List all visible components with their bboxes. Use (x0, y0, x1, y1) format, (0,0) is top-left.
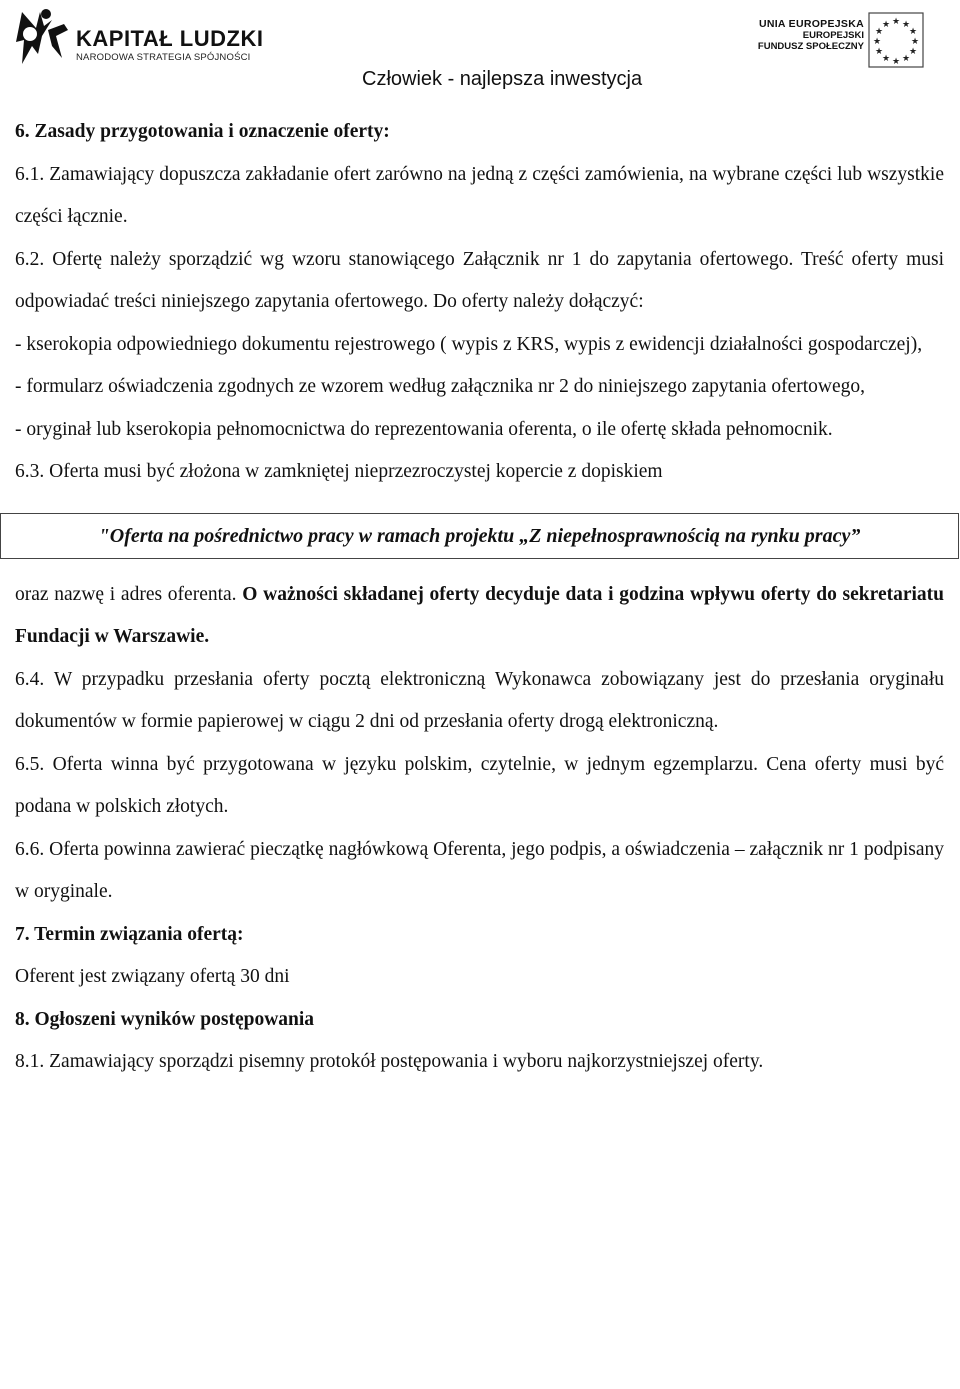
page-header (0, 0, 960, 100)
svg-text:★: ★ (908, 47, 918, 57)
eu-line-3: FUNDUSZ SPOŁECZNY (757, 41, 864, 52)
svg-text:★: ★ (874, 47, 884, 57)
section-6-heading: 6. Zasady przygotowania i oznaczenie oferty: (15, 121, 390, 142)
svg-text:★: ★ (891, 17, 901, 27)
paragraph-6-4: 6.4. W przypadku przesłania oferty pocztą elektroniczną Wykonawca zobowiązany jest do przesłania oryginału dokumentów w formie papierowej w ciągu 2 dni od przesłania oferty drogą elektroniczną. (15, 668, 944, 732)
list-item-formularz: - formularz oświadczenia zgodnych ze wzorem według załącznika nr 2 do niniejszego zapytania ofertowego, (15, 376, 866, 397)
tagline: Człowiek - najlepsza inwestycja (362, 68, 643, 90)
paragraph-8-1: 8.1. Zamawiający sporządzi pisemny protokół postępowania i wyboru najkorzystniejszej oferty. (15, 1051, 764, 1072)
paragraph-6-2: 6.2. Ofertę należy sporządzić wg wzoru stanowiącego Załącznik nr 1 do zapytania ofertowego. Treść oferty musi odpowiadać treści niniejszego zapytania ofertowego. Do oferty należy dołączyć: (15, 248, 944, 312)
document-body (15, 111, 944, 1084)
svg-text:★: ★ (881, 20, 891, 30)
svg-text:★: ★ (881, 54, 891, 64)
list-item-pelnomocnictwo: - oryginał lub kserokopia pełnomocnictwa do reprezentowania oferenta, o ile ofertę składa pełnomocnik. (15, 418, 833, 440)
eu-flag-icon (868, 12, 924, 68)
paragraph-6-3-bold: O ważności składanej oferty decyduje data i godzina wpływu oferty do sekretariatu Fundacji w Warszawie. (15, 583, 945, 647)
eu-line-2: EUROPEJSKI (802, 30, 864, 41)
eu-line-1: UNIA EUROPEJSKA (758, 18, 864, 30)
paragraph-6-6: 6.6. Oferta powinna zawierać pieczątkę nagłówkową Oferenta, jego podpis, a oświadczenia – załącznik nr 1 podpisany w oryginale. (15, 838, 944, 902)
svg-text:★: ★ (874, 27, 884, 37)
kapital-ludzki-logo (8, 6, 264, 72)
paragraph-7: Oferent jest związany ofertą 30 dni (15, 966, 290, 987)
envelope-label-box (0, 513, 959, 559)
paragraph-6-3-normal: oraz nazwę i adres oferenta. (15, 583, 243, 605)
section-8-heading: 8. Ogłoszeni wyników postępowania (15, 1008, 315, 1030)
paragraph-6-5: 6.5. Oferta winna być przygotowana w języku polskim, czytelnie, w jednym egzemplarzu. Cena oferty musi być podana w polskich złotych. (15, 753, 944, 817)
svg-text:★: ★ (891, 57, 901, 67)
svg-text:★: ★ (872, 37, 882, 47)
running-figures-icon (8, 6, 70, 68)
kapital-ludzki-title: KAPITAŁ LUDZKI (76, 26, 264, 51)
kapital-ludzki-subtitle: NARODOWA STRATEGIA SPÓJNOŚCI (76, 52, 251, 63)
svg-text:★: ★ (901, 20, 911, 30)
eu-logo (740, 8, 950, 68)
svg-text:★: ★ (901, 54, 911, 64)
svg-text:★: ★ (910, 37, 920, 47)
paragraph-6-1: 6.1. Zamawiający dopuszcza zakładanie ofert zarówno na jedną z części zamówienia, na wybrane części lub wszystkie części łącznie. (15, 163, 944, 227)
svg-text:★: ★ (908, 27, 918, 37)
envelope-label-text: "Oferta na pośrednictwo pracy w ramach projektu „Z niepełnosprawnością na rynku pracy” (98, 524, 861, 547)
section-7-heading: 7. Termin związania ofertą: (15, 923, 244, 945)
list-item-krs: - kserokopia odpowiedniego dokumentu rejestrowego ( wypis z KRS, wypis z ewidencji działalności gospodarczej), (15, 333, 923, 355)
paragraph-6-3-continued (15, 574, 944, 659)
eu-logo-text (758, 18, 864, 52)
paragraph-6-3: 6.3. Oferta musi być złożona w zamkniętej nieprzezroczystej kopercie z dopiskiem (15, 461, 663, 482)
